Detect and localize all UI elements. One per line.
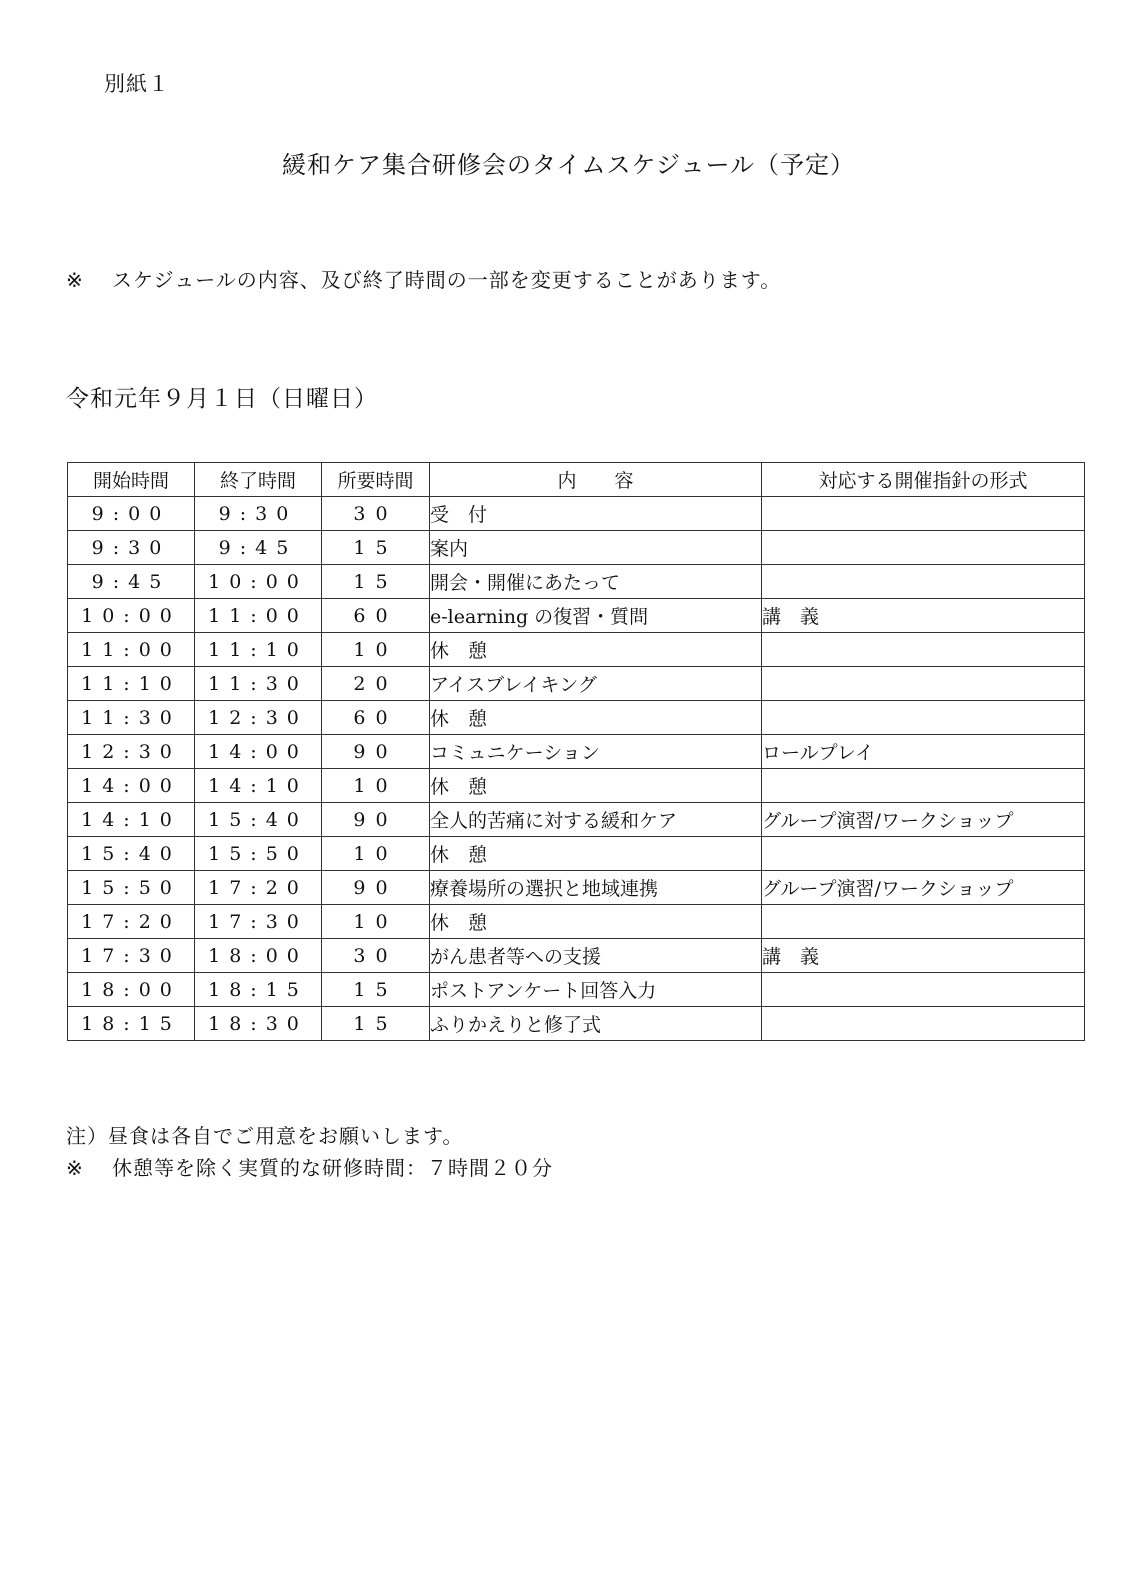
content-cell: 休 憩 — [430, 769, 762, 803]
header-end-time: 終了時間 — [195, 463, 322, 497]
content-cell: 案内 — [430, 531, 762, 565]
table-row — [68, 769, 1085, 803]
duration-cell: 15 — [322, 531, 430, 565]
content-cell: 開会・開催にあたって — [430, 565, 762, 599]
attachment-label: 別紙１ — [104, 72, 170, 96]
table-row — [68, 803, 1085, 837]
end-time-cell: 15:40 — [195, 803, 322, 837]
format-cell: 講 義 — [762, 599, 1085, 633]
start-time-cell: 15:50 — [68, 871, 195, 905]
start-time-cell: 9:00 — [68, 497, 195, 531]
table-row — [68, 633, 1085, 667]
start-time-cell: 11:30 — [68, 701, 195, 735]
table-row — [68, 735, 1085, 769]
format-cell — [762, 769, 1085, 803]
start-time-cell: 17:20 — [68, 905, 195, 939]
format-cell — [762, 565, 1085, 599]
table-row — [68, 1007, 1085, 1041]
content-cell: 全人的苦痛に対する緩和ケア — [430, 803, 762, 837]
end-time-cell: 14:10 — [195, 769, 322, 803]
end-time-cell: 17:20 — [195, 871, 322, 905]
table-row — [68, 905, 1085, 939]
end-time-cell: 9:30 — [195, 497, 322, 531]
duration-cell: 10 — [322, 905, 430, 939]
format-cell — [762, 531, 1085, 565]
start-time-cell: 9:45 — [68, 565, 195, 599]
format-cell — [762, 837, 1085, 871]
table-row — [68, 837, 1085, 871]
reference-mark: ※ — [66, 1156, 84, 1180]
notice-text: スケジュールの内容、及び終了時間の一部を変更することがあります。 — [112, 268, 782, 292]
start-time-cell: 9:30 — [68, 531, 195, 565]
notes — [66, 1120, 553, 1184]
start-time-cell: 10:00 — [68, 599, 195, 633]
duration-cell: 90 — [322, 735, 430, 769]
format-cell — [762, 633, 1085, 667]
document-title: 緩和ケア集合研修会のタイムスケジュール（予定） — [281, 151, 856, 179]
duration-cell: 30 — [322, 939, 430, 973]
end-time-cell: 17:30 — [195, 905, 322, 939]
format-cell: グループ演習/ワークショップ — [762, 803, 1085, 837]
start-time-cell: 11:00 — [68, 633, 195, 667]
format-cell: ロールプレイ — [762, 735, 1085, 769]
content-cell: 休 憩 — [430, 633, 762, 667]
duration-cell: 60 — [322, 599, 430, 633]
table-row — [68, 701, 1085, 735]
table-row — [68, 871, 1085, 905]
content-cell: がん患者等への支援 — [430, 939, 762, 973]
header-start-time: 開始時間 — [68, 463, 195, 497]
table-row — [68, 939, 1085, 973]
end-time-cell: 11:10 — [195, 633, 322, 667]
duration-cell: 90 — [322, 871, 430, 905]
table-row — [68, 497, 1085, 531]
content-cell: ふりかえりと修了式 — [430, 1007, 762, 1041]
table-row — [68, 599, 1085, 633]
format-cell — [762, 973, 1085, 1007]
end-time-cell: 9:45 — [195, 531, 322, 565]
content-cell: 休 憩 — [430, 905, 762, 939]
content-cell: 療養場所の選択と地域連携 — [430, 871, 762, 905]
end-time-cell: 10:00 — [195, 565, 322, 599]
content-cell: 受 付 — [430, 497, 762, 531]
schedule-table-body — [68, 497, 1085, 1041]
event-date: 令和元年９月１日（日曜日） — [66, 386, 378, 412]
duration-cell: 20 — [322, 667, 430, 701]
training-time-note — [66, 1152, 553, 1184]
table-row — [68, 973, 1085, 1007]
content-cell: e-learning の復習・質問 — [430, 599, 762, 633]
start-time-cell: 18:15 — [68, 1007, 195, 1041]
start-time-cell: 18:00 — [68, 973, 195, 1007]
duration-cell: 30 — [322, 497, 430, 531]
format-cell — [762, 667, 1085, 701]
start-time-cell: 15:40 — [68, 837, 195, 871]
content-cell: 休 憩 — [430, 837, 762, 871]
table-row — [68, 531, 1085, 565]
format-cell — [762, 1007, 1085, 1041]
start-time-cell: 14:00 — [68, 769, 195, 803]
start-time-cell: 11:10 — [68, 667, 195, 701]
duration-cell: 60 — [322, 701, 430, 735]
start-time-cell: 14:10 — [68, 803, 195, 837]
end-time-cell: 11:30 — [195, 667, 322, 701]
format-cell: グループ演習/ワークショップ — [762, 871, 1085, 905]
schedule-table — [67, 462, 1085, 1041]
content-cell: ポストアンケート回答入力 — [430, 973, 762, 1007]
schedule-change-notice — [66, 264, 781, 293]
header-format: 対応する開催指針の形式 — [762, 463, 1085, 497]
end-time-cell: 12:30 — [195, 701, 322, 735]
duration-cell: 15 — [322, 565, 430, 599]
reference-mark: ※ — [66, 268, 84, 292]
duration-cell: 10 — [322, 769, 430, 803]
format-cell — [762, 497, 1085, 531]
header-duration: 所要時間 — [322, 463, 430, 497]
content-cell: アイスブレイキング — [430, 667, 762, 701]
duration-cell: 10 — [322, 633, 430, 667]
table-row — [68, 565, 1085, 599]
end-time-cell: 18:15 — [195, 973, 322, 1007]
format-cell — [762, 905, 1085, 939]
lunch-note: 注）昼食は各自でご用意をお願いします。 — [66, 1124, 464, 1148]
start-time-cell: 17:30 — [68, 939, 195, 973]
table-header-row — [68, 463, 1085, 497]
duration-cell: 10 — [322, 837, 430, 871]
start-time-cell: 12:30 — [68, 735, 195, 769]
duration-cell: 15 — [322, 973, 430, 1007]
end-time-cell: 15:50 — [195, 837, 322, 871]
end-time-cell: 14:00 — [195, 735, 322, 769]
training-time-text: 休憩等を除く実質的な研修時間：７時間２０分 — [112, 1156, 553, 1180]
duration-cell: 15 — [322, 1007, 430, 1041]
end-time-cell: 11:00 — [195, 599, 322, 633]
header-content: 内 容 — [430, 463, 762, 497]
content-cell: 休 憩 — [430, 701, 762, 735]
format-cell: 講 義 — [762, 939, 1085, 973]
end-time-cell: 18:30 — [195, 1007, 322, 1041]
end-time-cell: 18:00 — [195, 939, 322, 973]
content-cell: コミュニケーション — [430, 735, 762, 769]
duration-cell: 90 — [322, 803, 430, 837]
format-cell — [762, 701, 1085, 735]
table-row — [68, 667, 1085, 701]
